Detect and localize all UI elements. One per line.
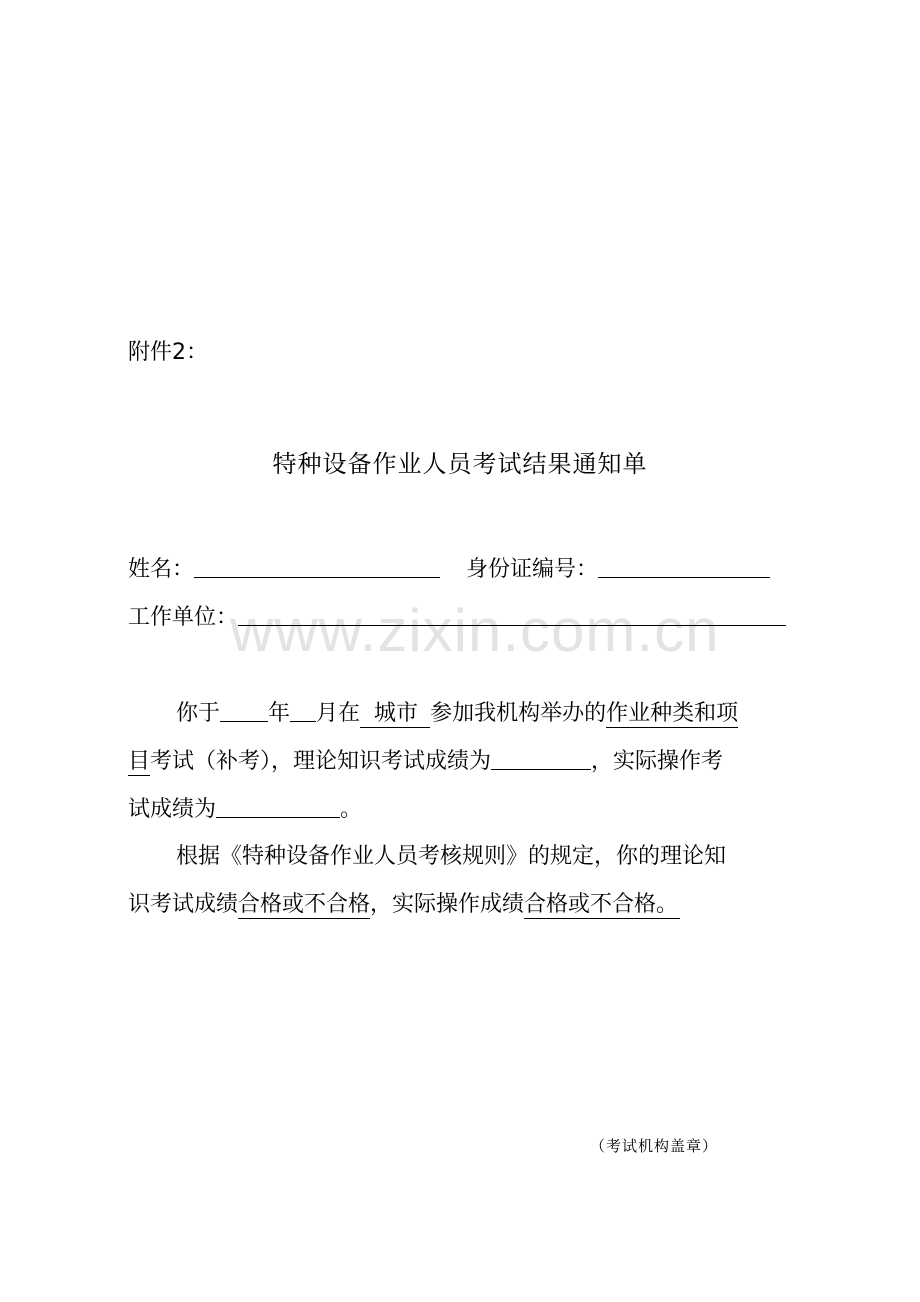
month-at-text: 月在: [316, 701, 361, 726]
month-field[interactable]: [290, 697, 316, 722]
year-text: 年: [268, 701, 291, 726]
practical-text: ，实际操作考: [591, 749, 724, 774]
unit-label: 工作单位：: [128, 605, 239, 630]
participate-text: 参加我机构举办的: [430, 701, 607, 726]
name-field[interactable]: [194, 553, 440, 578]
category-field-part1[interactable]: 作业种类和项: [606, 701, 739, 726]
you-at-text: 你于: [176, 701, 221, 726]
theory-result-prefix: 识考试成绩: [128, 892, 239, 917]
practical-result-prefix: ，实际操作成绩: [370, 892, 525, 917]
work-unit-field[interactable]: [238, 601, 786, 626]
practical-score-field[interactable]: [216, 793, 340, 818]
paragraph1-line3: [128, 793, 362, 825]
practical-text-2: 试成绩为: [128, 797, 217, 822]
work-unit-row: [128, 601, 786, 633]
id-number-field[interactable]: [598, 553, 770, 578]
attachment-label: 附件2：: [128, 340, 208, 365]
name-label: 姓名：: [128, 557, 195, 582]
paragraph1-line2: [128, 745, 723, 777]
paragraph2-line1: [128, 842, 726, 872]
city-field[interactable]: 城市: [360, 701, 430, 728]
name-id-row: [128, 553, 770, 585]
id-label: 身份证编号：: [466, 557, 599, 582]
theory-result-field[interactable]: 合格或不合格: [238, 892, 371, 917]
watermark: www.zixin.com.cn: [230, 597, 720, 664]
stamp-label: （考试机构盖章）: [590, 1137, 719, 1155]
year-field[interactable]: [220, 697, 268, 722]
paragraph2-line2: [128, 890, 680, 920]
rule-text: 根据《特种设备作业人员考核规则》的规定，你的理论知: [176, 844, 727, 869]
paragraph1-line1: [128, 697, 738, 729]
exam-text: 考试（补考），理论知识考试成绩为: [150, 749, 492, 774]
practical-result-field[interactable]: 合格或不合格。: [524, 892, 679, 917]
theory-score-field[interactable]: [491, 745, 591, 770]
period-text: 。: [340, 797, 363, 822]
page-title: 特种设备作业人员考试结果通知单: [272, 450, 648, 478]
category-field-part2[interactable]: 目: [128, 749, 151, 774]
